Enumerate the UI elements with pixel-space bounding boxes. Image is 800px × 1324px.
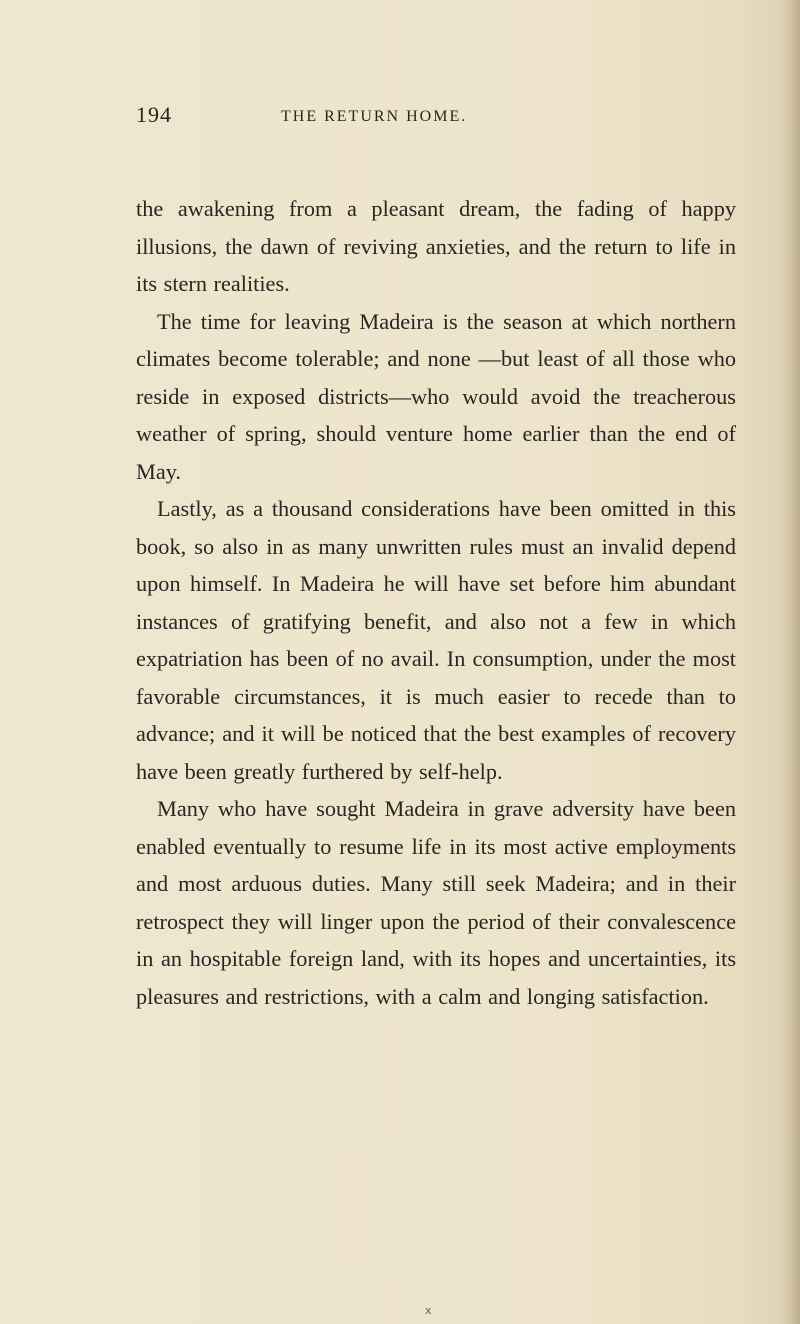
footer-mark: x <box>425 1304 432 1317</box>
body-text <box>136 190 736 1015</box>
page-number: 194 <box>136 102 172 127</box>
running-head: THE RETURN HOME. <box>281 108 468 125</box>
page-header <box>136 102 756 142</box>
paragraph-retrospect: Many who have sought Madeira in grave adversity have been enabled eventually to resume life in its most active employments and most arduous duties. Many still seek Madeira; and in their retrospect they will linger upon the period of their convalescence in an hospitable foreign land, with its hopes and uncertainties, its pleasures and restrictions, with a calm and longing satisfaction. <box>136 796 736 1009</box>
paragraph-leaving-madeira: The time for leaving Madeira is the season at which northern climates become tolerable; and none —but least of all those who reside in exposed districts—who would avoid the treacherous weather of spring, should venture home earlier than the end of May. <box>136 308 736 484</box>
paragraph-self-help: Lastly, as a thousand considerations have been omitted in this book, so also in as many unwritten rules must an invalid depend upon himself. In Madeira he will have set before him abundant instances of gratifying benefit, and also not a few in which expatriation has been of no avail. In consumption, under the most favorable circumstances, it is much easier to recede than to advance; and it will be noticed that the best examples of recovery have been greatly furthered by self-help. <box>136 496 736 784</box>
paragraph-continuation: the awakening from a pleasant dream, the fading of happy illusions, the dawn of reviving anxieties, and the return to life in its stern realities. <box>136 196 736 296</box>
page-edge-shadow <box>782 0 800 1324</box>
